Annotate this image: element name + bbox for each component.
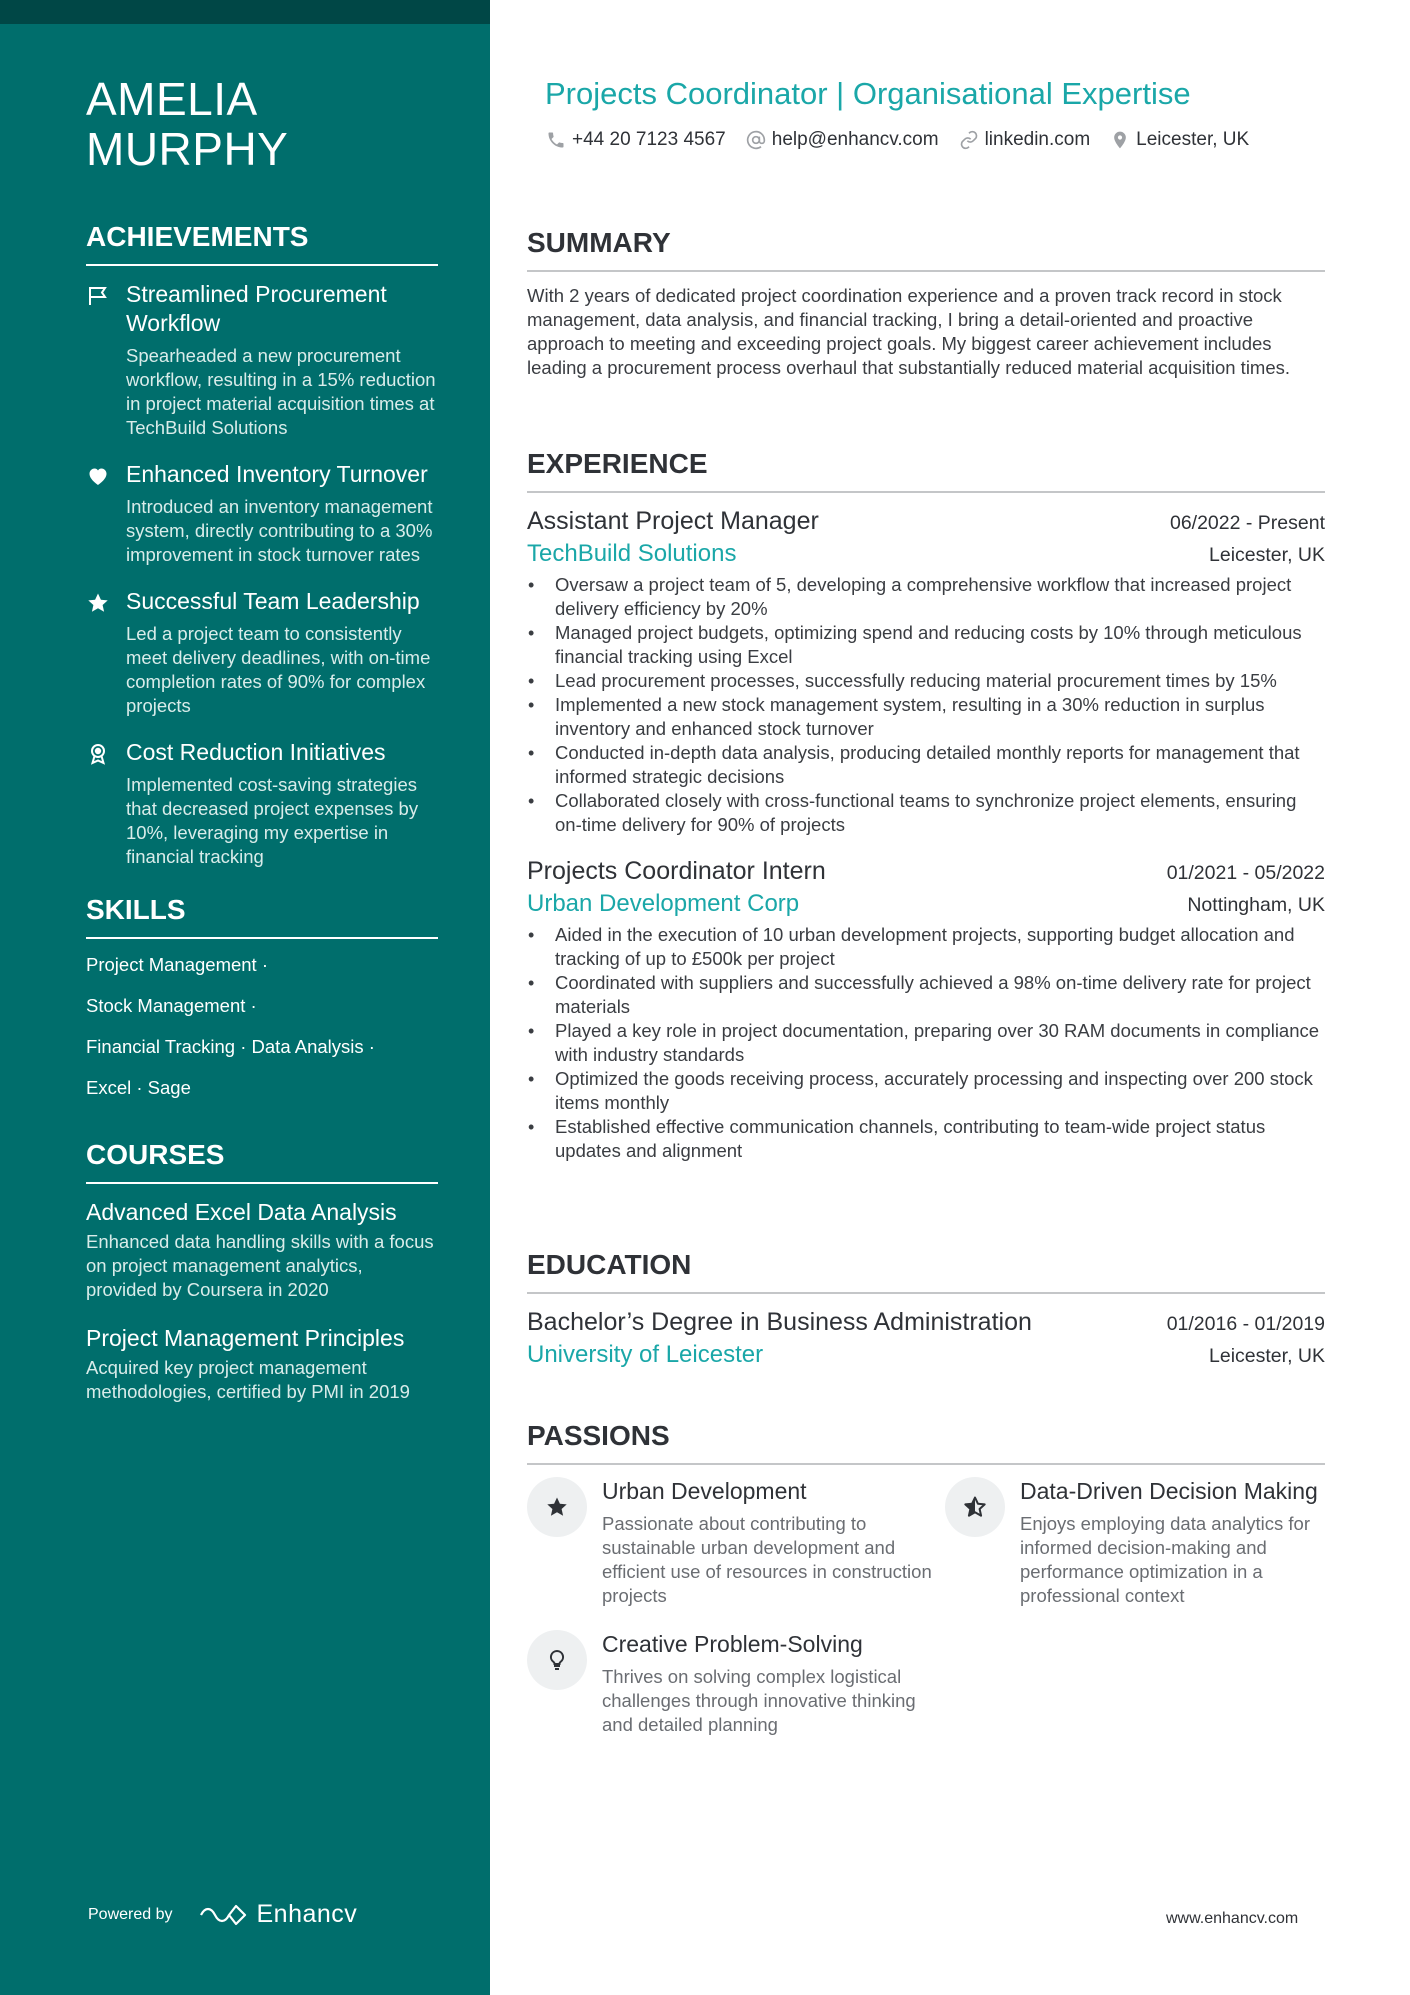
- education-dates: 01/2016 - 01/2019: [1166, 1313, 1325, 1335]
- passion-item: [527, 1630, 945, 1737]
- bullet-item: • Coordinated with suppliers and successfully achieved a 98% on-time delivery rate for project materials: [528, 972, 1311, 1017]
- courses-title: COURSES: [86, 1138, 438, 1184]
- bullet-item: • Played a key role in project documentation, preparing over 30 RAM documents in compliance with industry standards: [528, 1020, 1320, 1065]
- bullet-text: Conducted in-depth data analysis, producing detailed monthly reports for management that informed strategic decisions: [555, 742, 1300, 787]
- bullet-item: • Oversaw a project team of 5, developing a comprehensive workflow that increased project delivery efficiency by 20%: [528, 574, 1292, 619]
- job-title: Projects Coordinator Intern: [527, 857, 826, 885]
- bullet-text: Oversaw a project team of 5, developing a comprehensive workflow that increased project delivery efficiency by 20%: [555, 574, 1292, 619]
- course-title: Project Management Principles: [86, 1325, 405, 1351]
- passions-section: [527, 1419, 1325, 1759]
- link-icon: [959, 130, 979, 150]
- powered-by-label: Powered by: [88, 1905, 173, 1923]
- achievement-title: Successful Team Leadership: [126, 588, 420, 614]
- sidebar-content: [86, 74, 438, 1426]
- job-title: Assistant Project Manager: [527, 507, 819, 535]
- bullet-item: • Lead procurement processes, successfully reducing material procurement times by 15%: [528, 670, 1277, 691]
- achievement-item: [86, 460, 438, 567]
- skills-list: [86, 953, 438, 1100]
- course-title: Advanced Excel Data Analysis: [86, 1199, 397, 1225]
- linkedin-text: linkedin.com: [984, 129, 1091, 150]
- name-first: AMELIA: [86, 73, 258, 125]
- skill-row: Project Management ·: [86, 954, 269, 975]
- achievement-title: Cost Reduction Initiatives: [126, 739, 386, 765]
- bullet-item: • Established effective communication channels, contributing to team-wide project status updates and alignment: [528, 1116, 1266, 1161]
- achievements-list: [86, 280, 438, 869]
- phone-icon: [546, 130, 566, 150]
- heart-icon: [86, 460, 126, 567]
- bullet-text: Lead procurement processes, successfully reducing material procurement times by 15%: [555, 670, 1277, 691]
- passion-item: [527, 1477, 945, 1608]
- education-title: EDUCATION: [527, 1248, 1325, 1294]
- name-last: MURPHY: [86, 123, 289, 175]
- award-icon: [86, 738, 126, 869]
- location-text: Leicester, UK: [1136, 129, 1250, 150]
- bullet-item: • Aided in the execution of 10 urban development projects, supporting budget allocation and tracking of up to £500k per project: [528, 924, 1295, 969]
- achievement-desc: Led a project team to consistently meet delivery deadlines, with on-time completion rates of 90% for complex projects: [126, 623, 431, 716]
- company-name: Urban Development Corp: [527, 890, 800, 917]
- contact-phone[interactable]: [546, 127, 726, 153]
- bullet-text: Established effective communication channels, contributing to team-wide project status updates and alignment: [555, 1116, 1266, 1161]
- passion-desc: Thrives on solving complex logistical challenges through innovative thinking and detailed planning: [602, 1666, 916, 1735]
- lightbulb-icon: [527, 1630, 587, 1690]
- course-item: [86, 1198, 438, 1302]
- skill-row: Excel · Sage: [86, 1077, 191, 1098]
- education-section: [527, 1248, 1325, 1372]
- skill-row: Stock Management ·: [86, 995, 257, 1016]
- skill-row: Financial Tracking · Data Analysis ·: [86, 1036, 375, 1057]
- company-name: TechBuild Solutions: [527, 540, 737, 567]
- passion-desc: Passionate about contributing to sustainable urban development and efficient use of resources in construction projects: [602, 1513, 932, 1606]
- location-pin-icon: [1110, 130, 1130, 150]
- achievement-desc: Implemented cost-saving strategies that decreased project expenses by 10%, leveraging my expertise in financial tracking: [126, 774, 419, 867]
- headline: Projects Coordinator | Organisational Expertise: [545, 76, 1191, 111]
- contact-bar: [546, 127, 1269, 153]
- bullet-item: • Conducted in-depth data analysis, producing detailed monthly reports for management that informed strategic decisions: [528, 742, 1300, 787]
- achievement-desc: Introduced an inventory management system, directly contributing to a 30% improvement in stock turnover rates: [126, 496, 433, 565]
- passions-grid: [527, 1477, 1325, 1759]
- bullet-text: Optimized the goods receiving process, accurately processing and inspecting over 200 stock items monthly: [555, 1068, 1313, 1113]
- achievement-item: [86, 280, 438, 440]
- job-entry: [527, 505, 1325, 837]
- job-dates: 01/2021 - 05/2022: [1166, 862, 1325, 884]
- passions-title: PASSIONS: [527, 1419, 1325, 1465]
- powered-by: [88, 1900, 357, 1929]
- star-icon: [527, 1477, 587, 1537]
- brand-name: Enhancv: [256, 1900, 358, 1928]
- experience-title: EXPERIENCE: [527, 447, 1325, 493]
- achievement-title: Enhanced Inventory Turnover: [126, 461, 428, 487]
- experience-section: [527, 447, 1325, 1181]
- half-star-icon: [945, 1477, 1005, 1537]
- passion-title: Urban Development: [602, 1478, 807, 1504]
- achievement-item: [86, 587, 438, 718]
- achievement-title: Streamlined Procurement Workflow: [126, 281, 387, 336]
- course-item: [86, 1324, 438, 1404]
- footer-url[interactable]: www.enhancv.com: [1166, 1910, 1299, 1927]
- passion-title: Data-Driven Decision Making: [1020, 1478, 1318, 1504]
- bullet-item: • Optimized the goods receiving process, accurately processing and inspecting over 200 stock items monthly: [528, 1068, 1313, 1113]
- course-desc: Acquired key project management methodologies, certified by PMI in 2019: [86, 1357, 410, 1402]
- star-icon: [86, 587, 126, 718]
- passion-item: [945, 1477, 1325, 1608]
- bullet-text: Managed project budgets, optimizing spend and reducing costs by 10% through meticulous financial tracking using Excel: [555, 622, 1302, 667]
- contact-email[interactable]: [746, 127, 939, 153]
- contact-location: [1110, 127, 1249, 153]
- summary-text: With 2 years of dedicated project coordination experience and a proven track record in stock management, data analysis, and financial tracking, I bring a detail-oriented and proactive approach to meeting and exceeding project goals. My biggest career achievement includes leading a procurement process overhaul that substantially reduced material acquisition times.: [527, 285, 1291, 378]
- summary-title: SUMMARY: [527, 226, 1325, 272]
- passion-desc: Enjoys employing data analytics for informed decision-making and performance optimization in a professional context: [1020, 1513, 1310, 1606]
- job-location: Leicester, UK: [1209, 544, 1325, 566]
- bullet-item: • Collaborated closely with cross-functional teams to synchronize project elements, ensuring on-time delivery for 90% of projects: [528, 790, 1297, 835]
- email-text: help@enhancv.com: [771, 129, 939, 150]
- bullet-text: Coordinated with suppliers and successfully achieved a 98% on-time delivery rate for project materials: [555, 972, 1311, 1017]
- passion-title: Creative Problem-Solving: [602, 1631, 863, 1657]
- job-bullets: [527, 923, 1325, 1163]
- courses-section: [86, 1138, 438, 1404]
- summary-section: [527, 226, 1325, 380]
- skills-title: SKILLS: [86, 893, 438, 939]
- sidebar-top-bar: [0, 0, 490, 24]
- contact-linkedin[interactable]: [959, 127, 1091, 153]
- sidebar: [0, 0, 490, 1995]
- bullet-item: • Managed project budgets, optimizing spend and reducing costs by 10% through meticulous financial tracking using Excel: [528, 622, 1302, 667]
- candidate-name: [86, 74, 438, 174]
- bullet-text: Implemented a new stock management system, resulting in a 30% reduction in surplus inventory and enhanced stock turnover: [555, 694, 1265, 739]
- enhancv-logo-icon: [199, 1902, 247, 1928]
- skills-section: [86, 893, 438, 1100]
- bullet-text: Played a key role in project documentation, preparing over 30 RAM documents in compliance with industry standards: [555, 1020, 1320, 1065]
- school-name: University of Leicester: [527, 1341, 764, 1368]
- achievements-title: ACHIEVEMENTS: [86, 220, 438, 266]
- achievement-item: [86, 738, 438, 869]
- flag-icon: [86, 280, 126, 440]
- job-entry: [527, 855, 1325, 1163]
- at-icon: [746, 130, 766, 150]
- course-desc: Enhanced data handling skills with a focus on project management analytics, provided by Coursera in 2020: [86, 1231, 434, 1300]
- bullet-text: Aided in the execution of 10 urban development projects, supporting budget allocation and tracking of up to £500k per project: [555, 924, 1295, 969]
- phone-text: +44 20 7123 4567: [572, 129, 726, 150]
- bullet-text: Collaborated closely with cross-functional teams to synchronize project elements, ensuring on-time delivery for 90% of projects: [555, 790, 1297, 835]
- job-location: Nottingham, UK: [1187, 894, 1325, 916]
- achievements-section: [86, 220, 438, 869]
- job-bullets: [527, 573, 1325, 837]
- degree-title: Bachelor’s Degree in Business Administration: [527, 1308, 1032, 1336]
- education-location: Leicester, UK: [1209, 1345, 1325, 1367]
- bullet-item: • Implemented a new stock management system, resulting in a 30% reduction in surplus inventory and enhanced stock turnover: [528, 694, 1265, 739]
- achievement-desc: Spearheaded a new procurement workflow, resulting in a 15% reduction in project material acquisition times at TechBuild Solutions: [126, 345, 436, 438]
- job-dates: 06/2022 - Present: [1169, 512, 1325, 534]
